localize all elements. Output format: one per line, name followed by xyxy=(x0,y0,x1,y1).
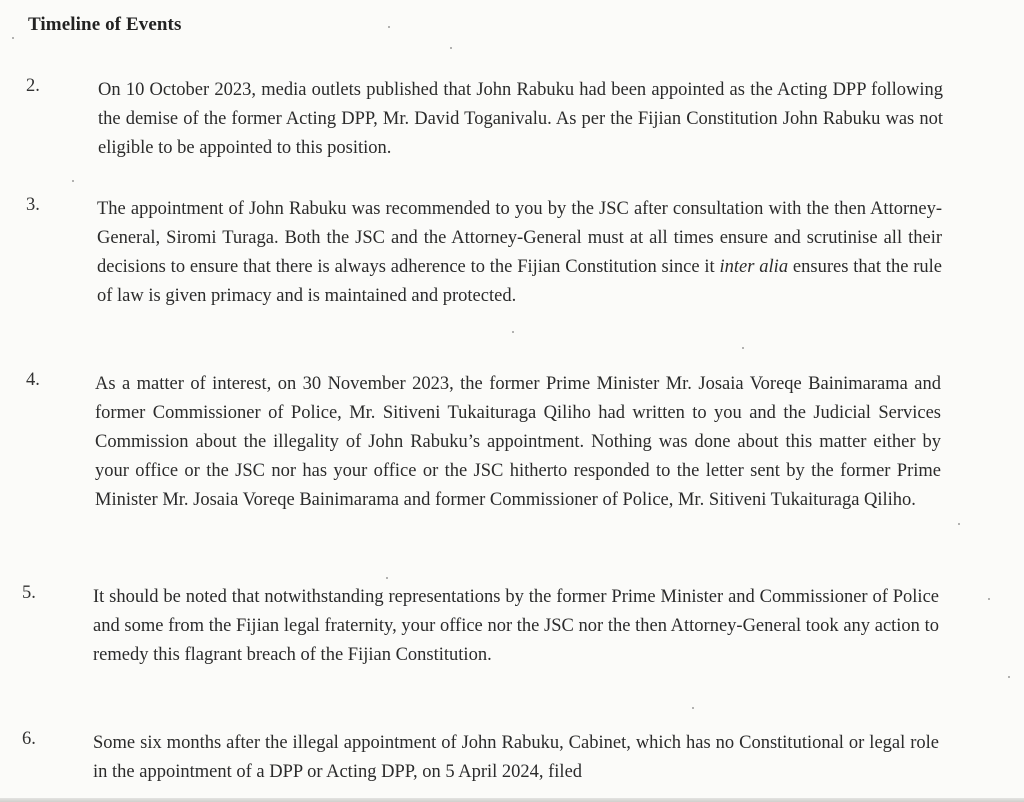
paragraph-text: On 10 October 2023, media outlets published that John Rabuku had been appointed as the Acting DPP following the demise of the former Acting DPP, Mr. David Toganivalu. As per the Fijian Constitution John Rabuku was not eligible to be appointed to this position. xyxy=(98,80,943,158)
section-heading: Timeline of Events xyxy=(28,14,182,35)
paragraph-number: 6. xyxy=(22,729,36,749)
scan-speck xyxy=(386,577,388,579)
scan-speck xyxy=(512,331,514,333)
paragraph-number: 5. xyxy=(22,583,36,603)
scan-speck xyxy=(1008,676,1010,678)
scan-speck xyxy=(388,26,390,28)
paragraph-number: 3. xyxy=(26,195,40,215)
scan-speck xyxy=(450,47,452,49)
scan-speck xyxy=(742,347,744,349)
scan-speck xyxy=(692,707,694,709)
paragraph-text: Some six months after the illegal appointment of John Rabuku, Cabinet, which has no Constitutional or legal role in the appointment of a DPP or Acting DPP, on 5 April 2024, filed xyxy=(93,733,939,782)
scan-speck xyxy=(72,180,74,182)
scan-speck xyxy=(958,523,960,525)
paragraph-text: As a matter of interest, on 30 November 2023, the former Prime Minister Mr. Josaia Voreqe Bainimarama and former Commissioner of Police, Mr. Sitiveni Tukaituraga Qiliho had written to you and the Judicial Services Commission about the illegality of John Rabuku’s appointment. Nothing was done about this matter either by your office or the JSC nor has your office or the JSC hitherto responded to the letter sent by the former Prime Minister Mr. Josaia Voreqe Bainimarama and former Commissioner of Police, Mr. Sitiveni Tukaituraga Qiliho. xyxy=(95,374,941,510)
paragraph-text-part: ensures that the rule of law is given primacy and is maintained and protected. xyxy=(97,257,942,306)
scan-speck xyxy=(988,598,990,600)
paragraph-text: It should be noted that notwithstanding representations by the former Prime Minister and Commissioner of Police and some from the Fijian legal fraternity, your office nor the JSC nor the then Attorney-General took any action to remedy this flagrant breach of the Fijian Constitution. xyxy=(93,587,939,665)
page-bottom-edge xyxy=(0,798,1024,802)
paragraph-text-part: The appointment of John Rabuku was recommended to you by the JSC after consultation with the then Attorney-General, Siromi Turaga. Both the JSC and the Attorney-General must at all times ensure and scrutinise all their decisions to ensure that there is always adherence to the Fijian Constitution since it xyxy=(97,199,942,277)
paragraph-text xyxy=(97,195,942,311)
scan-speck xyxy=(12,37,14,39)
paragraph-text-italic: inter alia xyxy=(719,257,789,277)
paragraph-number: 4. xyxy=(26,370,40,390)
paragraph-number: 2. xyxy=(26,76,40,96)
